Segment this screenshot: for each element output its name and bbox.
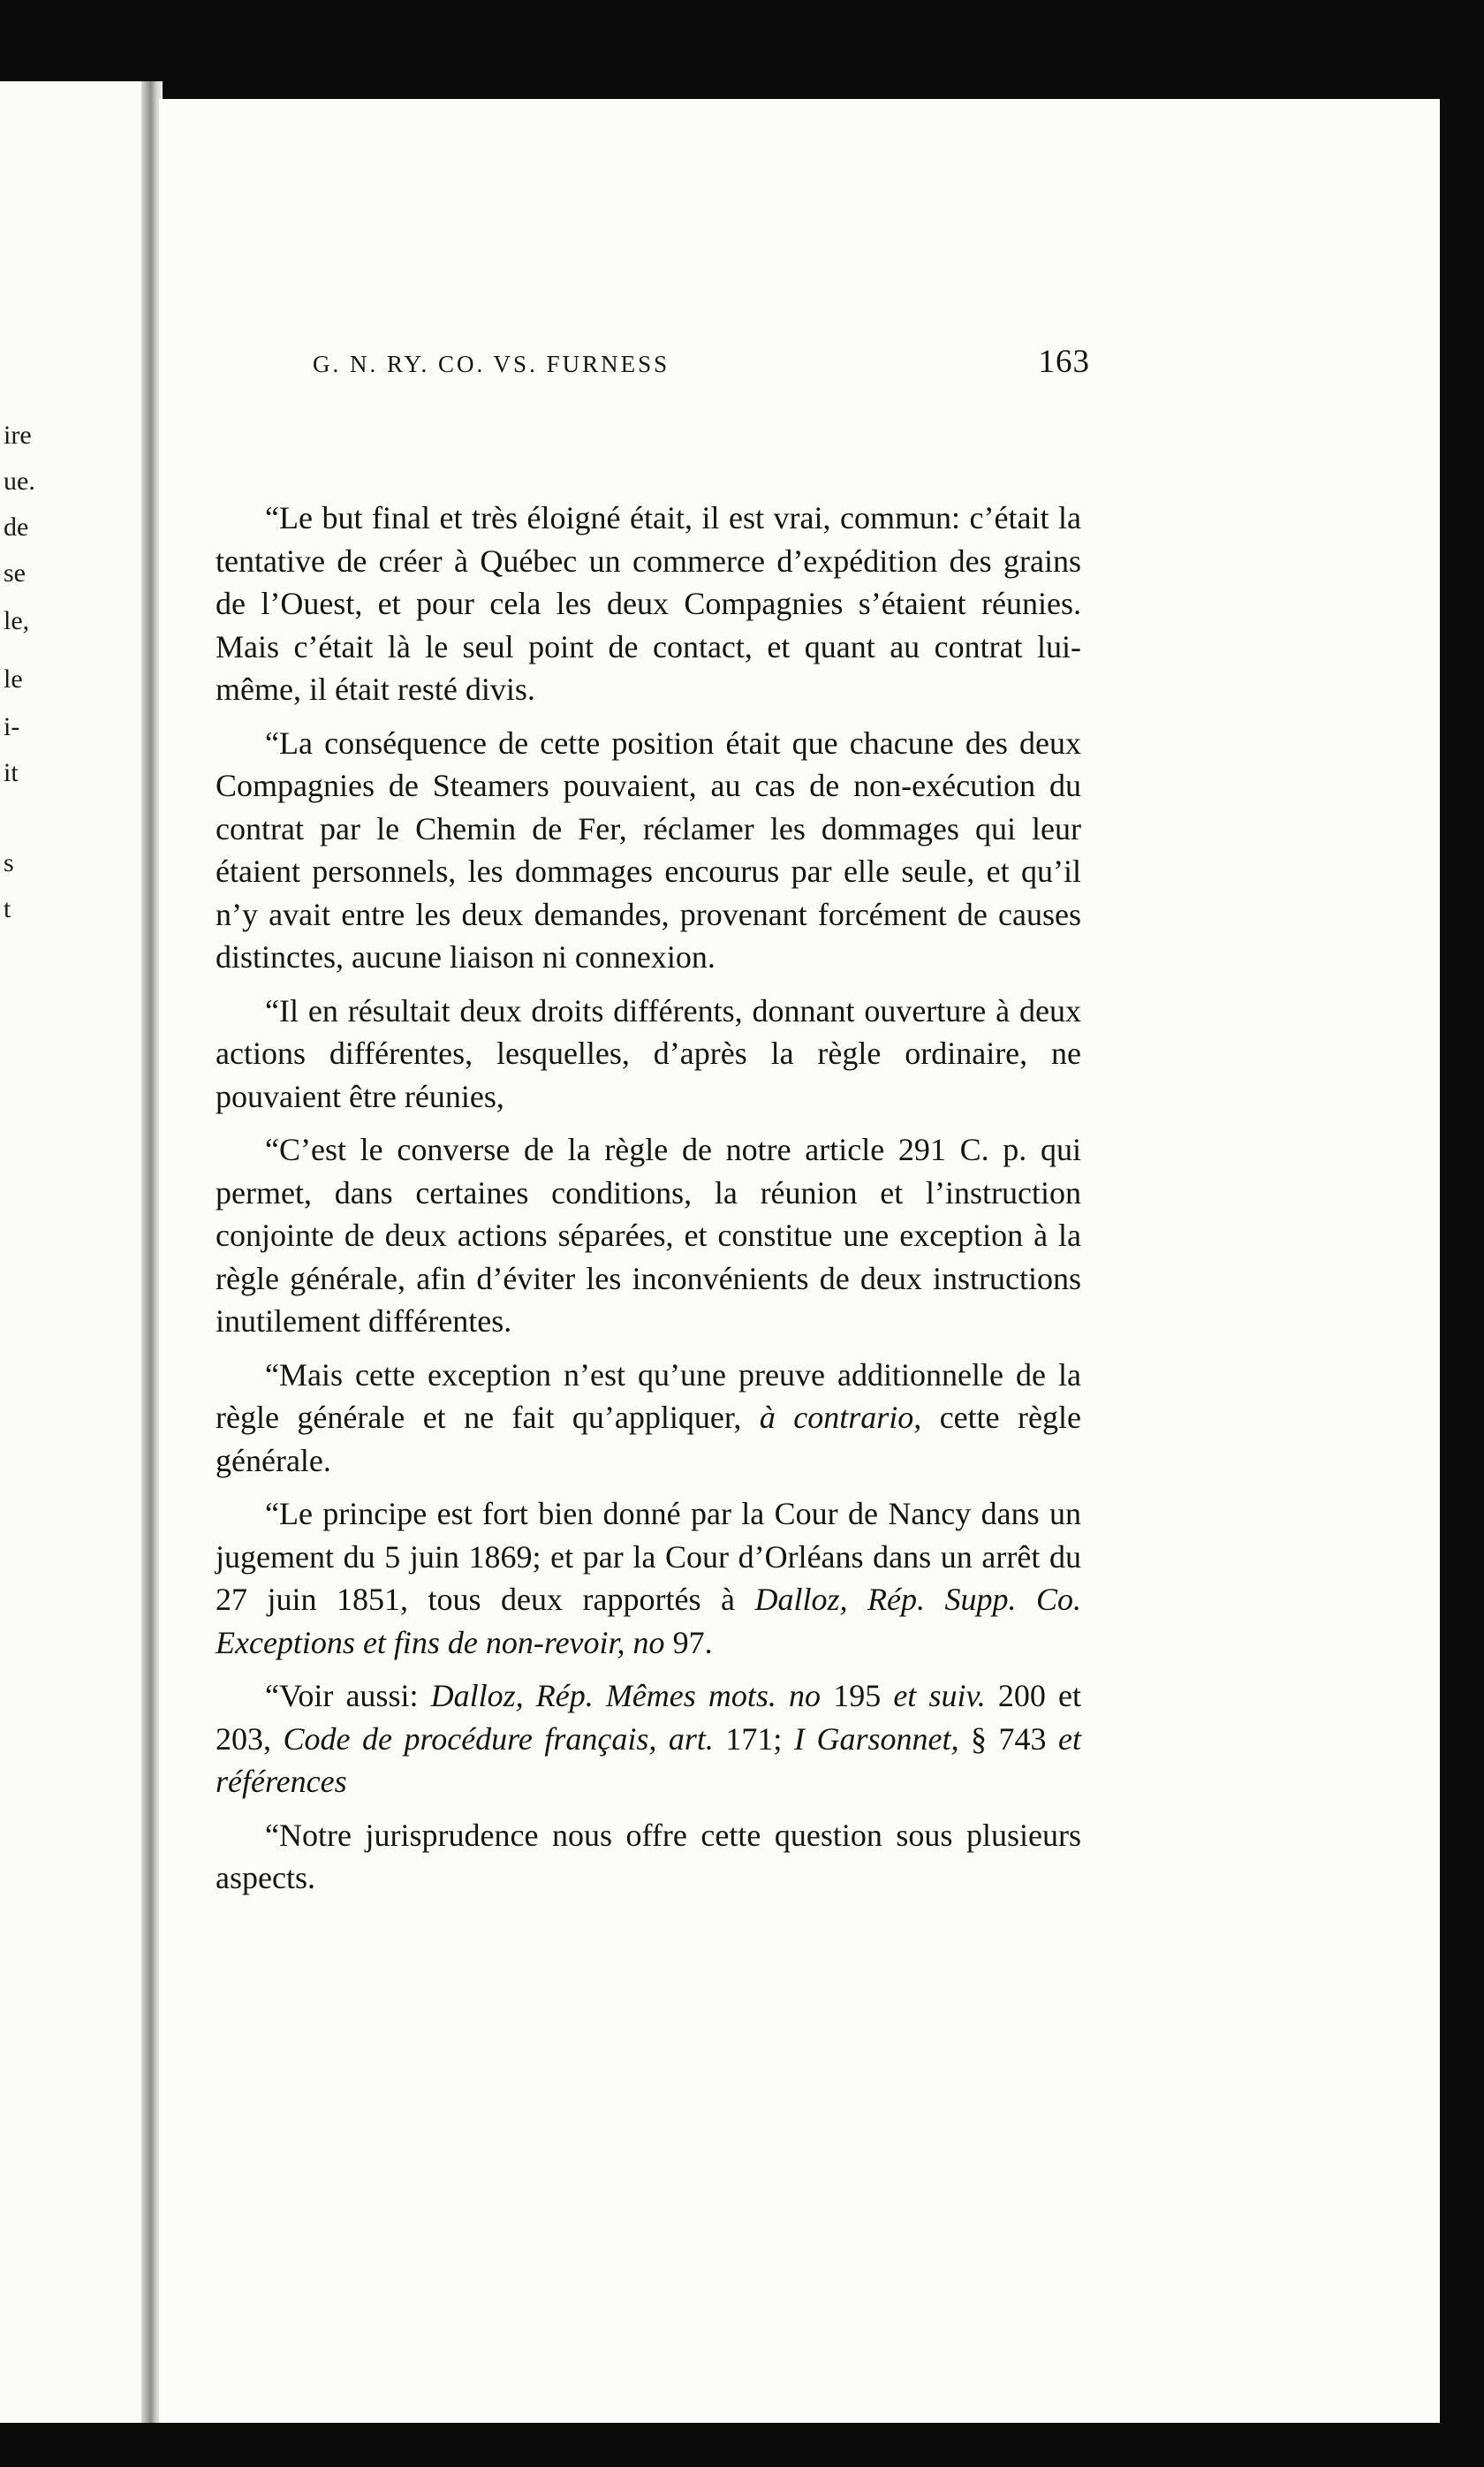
text-segment: “Le principe est fort bien donné par la Cour de Nancy dans un jugement du 5 juin 1869; et par la Cour d’Orléans dans un arrêt du 27 juin 1851, tous deux rapportés à xyxy=(216,1496,1081,1617)
paragraph xyxy=(216,1674,1081,1803)
italic-citation: Code de procédure français, art. xyxy=(283,1720,714,1757)
page-header xyxy=(313,343,1090,381)
left-page-fragment: s xyxy=(4,848,14,877)
paragraph xyxy=(216,497,1081,711)
paragraph xyxy=(216,1492,1081,1664)
text-segment: 171; xyxy=(713,1720,794,1757)
italic-citation: et suiv. xyxy=(893,1678,986,1713)
text-segment: 97. xyxy=(664,1624,713,1660)
text-segment: “Notre jurisprudence nous offre cette question sous plusieurs aspects. xyxy=(216,1817,1081,1895)
left-page-fragment: it xyxy=(4,758,19,787)
text-segment: 195 xyxy=(821,1678,894,1713)
italic-citation: à contrario, xyxy=(759,1400,922,1435)
text-segment: “Le but final et très éloigné était, il est vrai, commun: c’était la tentative de créer à Québec un commerce d’expédition des grains de l’Ouest, et pour cela les deux Compagnies s’étaient réunies. Mais c’était là le seul point de contact, et quant au contrat lui-même, il était resté divis. xyxy=(216,500,1081,707)
text-segment: 200 et 203, xyxy=(216,1678,1082,1757)
left-page-fragment: le, xyxy=(4,606,30,635)
italic-citation: I Garsonnet, xyxy=(793,1720,959,1757)
paragraph xyxy=(216,1128,1081,1343)
running-head: G. N. RY. CO. VS. FURNESS xyxy=(313,351,670,377)
left-page-fragment: i- xyxy=(4,712,20,741)
left-page-fragment: ue. xyxy=(4,467,35,496)
text-segment: § 743 xyxy=(958,1720,1059,1757)
scan-bottom-border xyxy=(0,2423,1484,2467)
text-segment: “C’est le converse de la règle de notre article 291 C. p. qui permet, dans certaines conditions, la réunion et l’instruction conjointe de deux actions séparées, et constitue une exception à la règle générale, afin d’éviter les inconvénients de deux instructions inutilement différentes. xyxy=(216,1132,1081,1339)
paragraph xyxy=(216,1354,1081,1483)
left-page-fragment: de xyxy=(4,512,29,542)
left-page-edge xyxy=(0,81,141,2423)
paragraph xyxy=(216,990,1081,1119)
text-segment: cette règle générale. xyxy=(216,1400,1081,1478)
body-text xyxy=(216,497,1081,1910)
text-segment: “Voir aussi: xyxy=(265,1678,431,1713)
left-page-fragment: se xyxy=(4,558,26,588)
paragraph xyxy=(216,1814,1081,1900)
italic-citation: Dalloz, Rép. Supp. Co. Exceptions et fins de non-revoir, no xyxy=(216,1582,1081,1660)
text-segment: “La conséquence de cette position était que chacune des deux Compagnies de Steamers pouvaient, au cas de non-exécution du contrat par le Chemin de Fer, réclamer les dommages qui leur étaient personnels, les dommages encourus par elle seule, et qu’il n’y avait entre les deux demandes, provenant forcément de causes distinctes, aucune liaison ni connexion. xyxy=(216,725,1081,975)
left-page-fragment: le xyxy=(4,664,23,694)
left-page-fragment: ire xyxy=(4,421,32,450)
text-segment: “Mais cette exception n’est qu’une preuve additionnelle de la règle générale et ne fait qu’appliquer, xyxy=(216,1356,1081,1435)
italic-citation: et références xyxy=(216,1720,1082,1799)
page-number: 163 xyxy=(1038,344,1090,380)
text-segment: “Il en résultait deux droits différents, donnant ouverture à deux actions différentes, lesquelles, d’après la règle ordinaire, ne pouvaient être réunies, xyxy=(216,992,1081,1114)
italic-citation: Dalloz, Rép. Mêmes mots. no xyxy=(430,1678,822,1713)
paragraph xyxy=(216,722,1081,979)
left-page-fragment: t xyxy=(4,894,11,923)
